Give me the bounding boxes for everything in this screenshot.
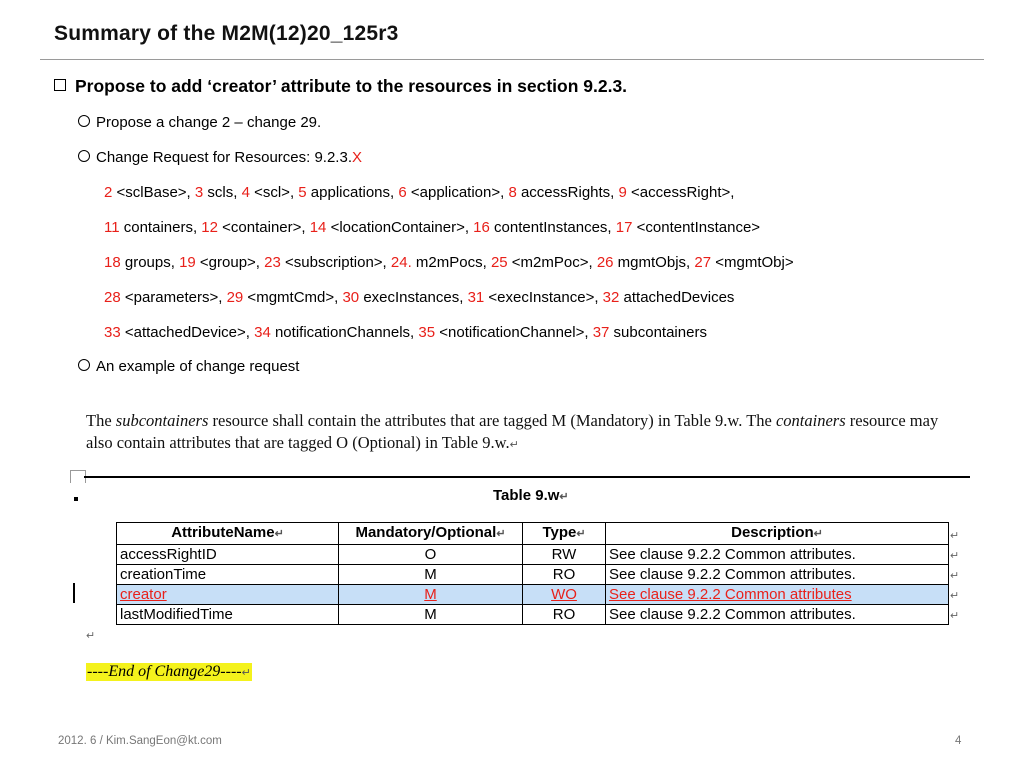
circle-bullet-icon <box>78 359 90 371</box>
header-attribute-name: AttributeName↵ <box>117 523 339 545</box>
circle-bullet-icon <box>78 150 90 162</box>
paragraph-mark-icon: ↵ <box>86 630 96 642</box>
circle-bullet-icon <box>78 115 90 127</box>
page-number: 4 <box>955 735 962 747</box>
footer-author-date: 2012. 6 / Kim.SangEon@kt.com <box>58 735 222 747</box>
table-row: lastModifiedTime M RO See clause 9.2.2 Common attributes. <box>117 605 949 625</box>
main-bullet <box>54 76 627 97</box>
table-row: creationTime M RO See clause 9.2.2 Common attributes. <box>117 565 949 585</box>
attribute-table <box>116 522 949 625</box>
end-of-change-marker: ----End of Change29----↵ <box>87 663 251 680</box>
square-bullet-icon <box>54 79 66 91</box>
header-mandatory-optional: Mandatory/Optional↵ <box>339 523 523 545</box>
resource-line-4: 28 <parameters>, 29 <mgmtCmd>, 30 execInstances, 31 <execInstance>, 32 attachedDevices <box>104 289 735 306</box>
resource-line-3: 18 groups, 19 <group>, 23 <subscription>, 24. m2mPocs, 25 <m2mPoc>, 26 mgmtObjs, 27 <mgmtObj> <box>104 254 794 271</box>
resource-line-5: 33 <attachedDevice>, 34 notificationChannels, 35 <notificationChannel>, 37 subcontainers <box>104 324 707 341</box>
table-row-highlighted: creator M WO See clause 9.2.2 Common attributes <box>117 585 949 605</box>
sub-bullet-3: An example of change request <box>78 358 299 375</box>
table-header-row <box>117 523 949 545</box>
row-end-marks: ↵ ↵ ↵ ↵ ↵ <box>950 530 960 622</box>
main-bullet-text: Propose to add ‘creator’ attribute to the resources in section 9.2.3. <box>75 76 628 96</box>
sub-bullet-2: Change Request for Resources: 9.2.3.X <box>78 149 362 166</box>
table-row: accessRightID O RW See clause 9.2.2 Common attributes. <box>117 545 949 565</box>
paragraph-mark-icon: ↵ <box>509 439 519 451</box>
sub-bullet-1: Propose a change 2 – change 29. <box>78 114 321 131</box>
table-caption: Table 9.w↵ <box>493 487 569 504</box>
change-bar-icon <box>73 583 75 603</box>
resource-line-2: 11 containers, 12 <container>, 14 <locationContainer>, 16 contentInstances, 17 <contentInstance> <box>104 219 761 236</box>
slide-title: Summary of the M2M(12)20_125r3 <box>54 22 399 45</box>
section-rule <box>84 476 970 478</box>
title-divider <box>40 59 984 60</box>
resource-line-1: 2 <sclBase>, 3 scls, 4 <scl>, 5 applications, 6 <application>, 8 accessRights, 9 <accessRight>, <box>104 184 735 201</box>
change-request-paragraph: The subcontainers resource shall contain the attributes that are tagged M (Mandatory) in Table 9.w. The containers resource may also contain attributes that are tagged O (Optional) in Table 9.w.↵ <box>86 411 939 452</box>
header-description: Description↵ <box>606 523 949 545</box>
bullet-dot-icon <box>74 497 78 501</box>
header-type: Type↵ <box>523 523 606 545</box>
